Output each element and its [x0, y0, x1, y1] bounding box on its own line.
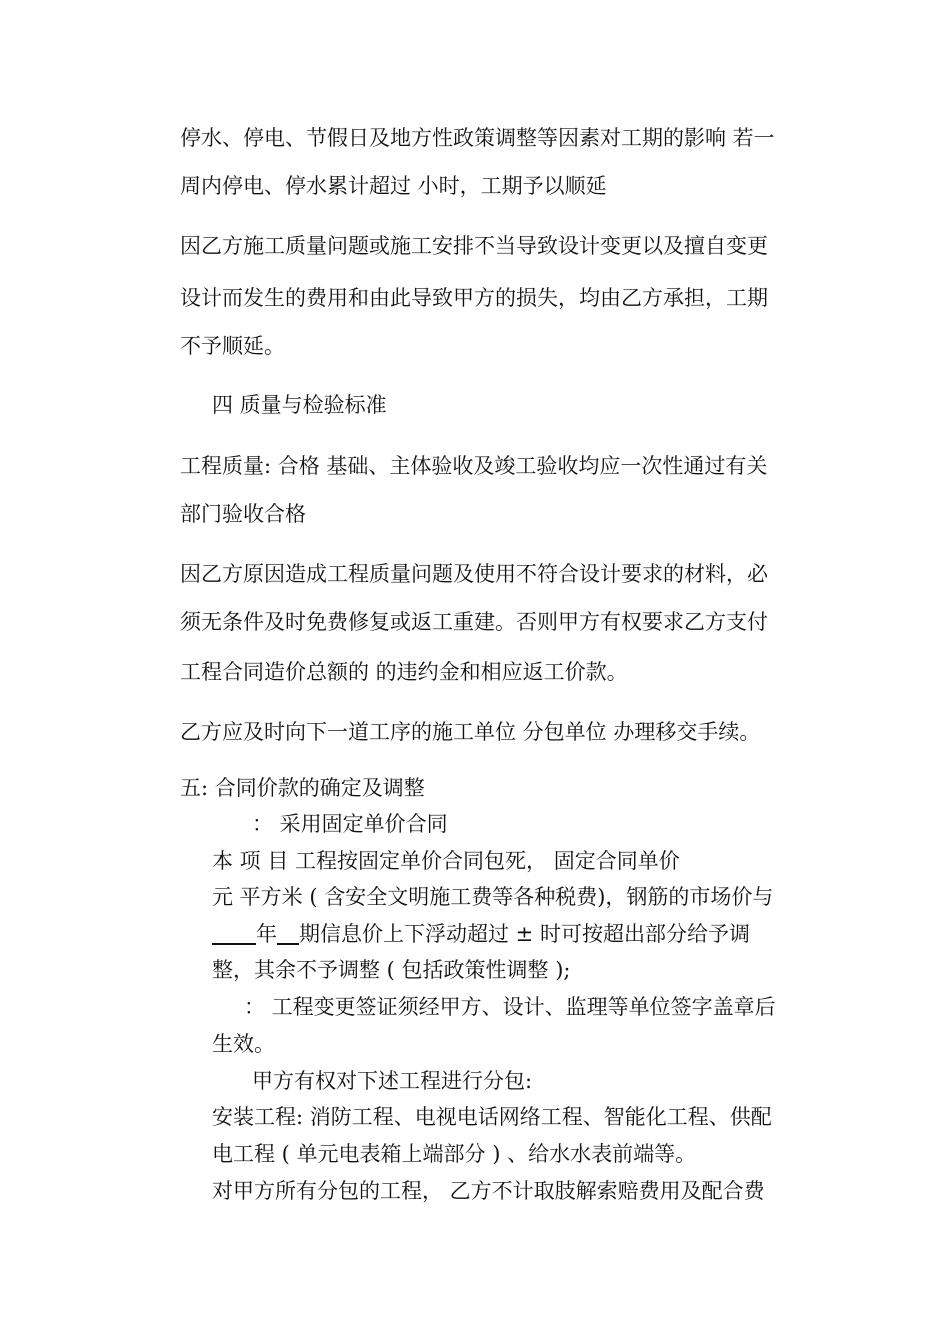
clause-line: ： 采用固定单价合同 [252, 812, 448, 836]
paragraph-line: 乙方应及时向下一道工序的施工单位 分包单位 办理移交手续。 [180, 720, 761, 744]
clause-line: 元 平方米 ( 含安全文明施工费等各种税费)，钢筋的市场价与 [212, 885, 774, 909]
paragraph-line: 须无条件及时免费修复或返工重建。否则甲方有权要求乙方支付 [180, 610, 768, 634]
clause-text: 期信息价上下浮动超过 ± 时可按超出部分给予调 [299, 922, 750, 946]
fill-in-blank [212, 923, 256, 945]
clause-line: 整，其余不予调整 ( 包括政策性调整 ); [212, 958, 571, 982]
paragraph-line: 因乙方原因造成工程质量问题及使用不符合设计要求的材料，必 [180, 562, 768, 586]
clause-line [212, 920, 750, 948]
clause-text: 年 [256, 922, 277, 946]
fill-in-blank [277, 923, 299, 945]
clause-line: 甲方有权对下述工程进行分包: [252, 1069, 533, 1093]
section-heading: 五: 合同价款的确定及调整 [180, 776, 425, 800]
paragraph-line: 设计而发生的费用和由此导致甲方的损失，均由乙方承担，工期 [180, 286, 768, 310]
clause-line: 安装工程: 消防工程、电视电话网络工程、智能化工程、供配 [212, 1105, 772, 1129]
clause-line: 生效。 [212, 1032, 275, 1056]
clause-line: ： 工程变更签证须经甲方、设计、监理等单位签字盖章后 [244, 995, 776, 1019]
paragraph-line: 不予顺延。 [180, 334, 285, 358]
paragraph-line: 工程质量: 合格 基础、主体验收及竣工验收均应一次性通过有关 [180, 454, 768, 478]
clause-line: 对甲方所有分包的工程， 乙方不计取肢解索赔费用及配合费 [212, 1179, 765, 1203]
paragraph-line: 部门验收合格 [180, 502, 306, 526]
section-heading: 四 质量与检验标准 [212, 393, 387, 417]
paragraph-line: 停水、停电、节假日及地方性政策调整等因素对工期的影响 若一 [180, 126, 775, 150]
clause-line: 电工程 ( 单元电表箱上端部分 ) 、给水水表前端等。 [212, 1142, 697, 1166]
clause-line: 本 项 目 工程按固定单价合同包死， 固定合同单价 [212, 849, 680, 873]
paragraph-line: 工程合同造价总额的 的违约金和相应返工价款。 [180, 660, 628, 684]
paragraph-line: 周内停电、停水累计超过 小时，工期予以顺延 [180, 174, 607, 198]
paragraph-line: 因乙方施工质量问题或施工安排不当导致设计变更以及擅自变更 [180, 234, 768, 258]
